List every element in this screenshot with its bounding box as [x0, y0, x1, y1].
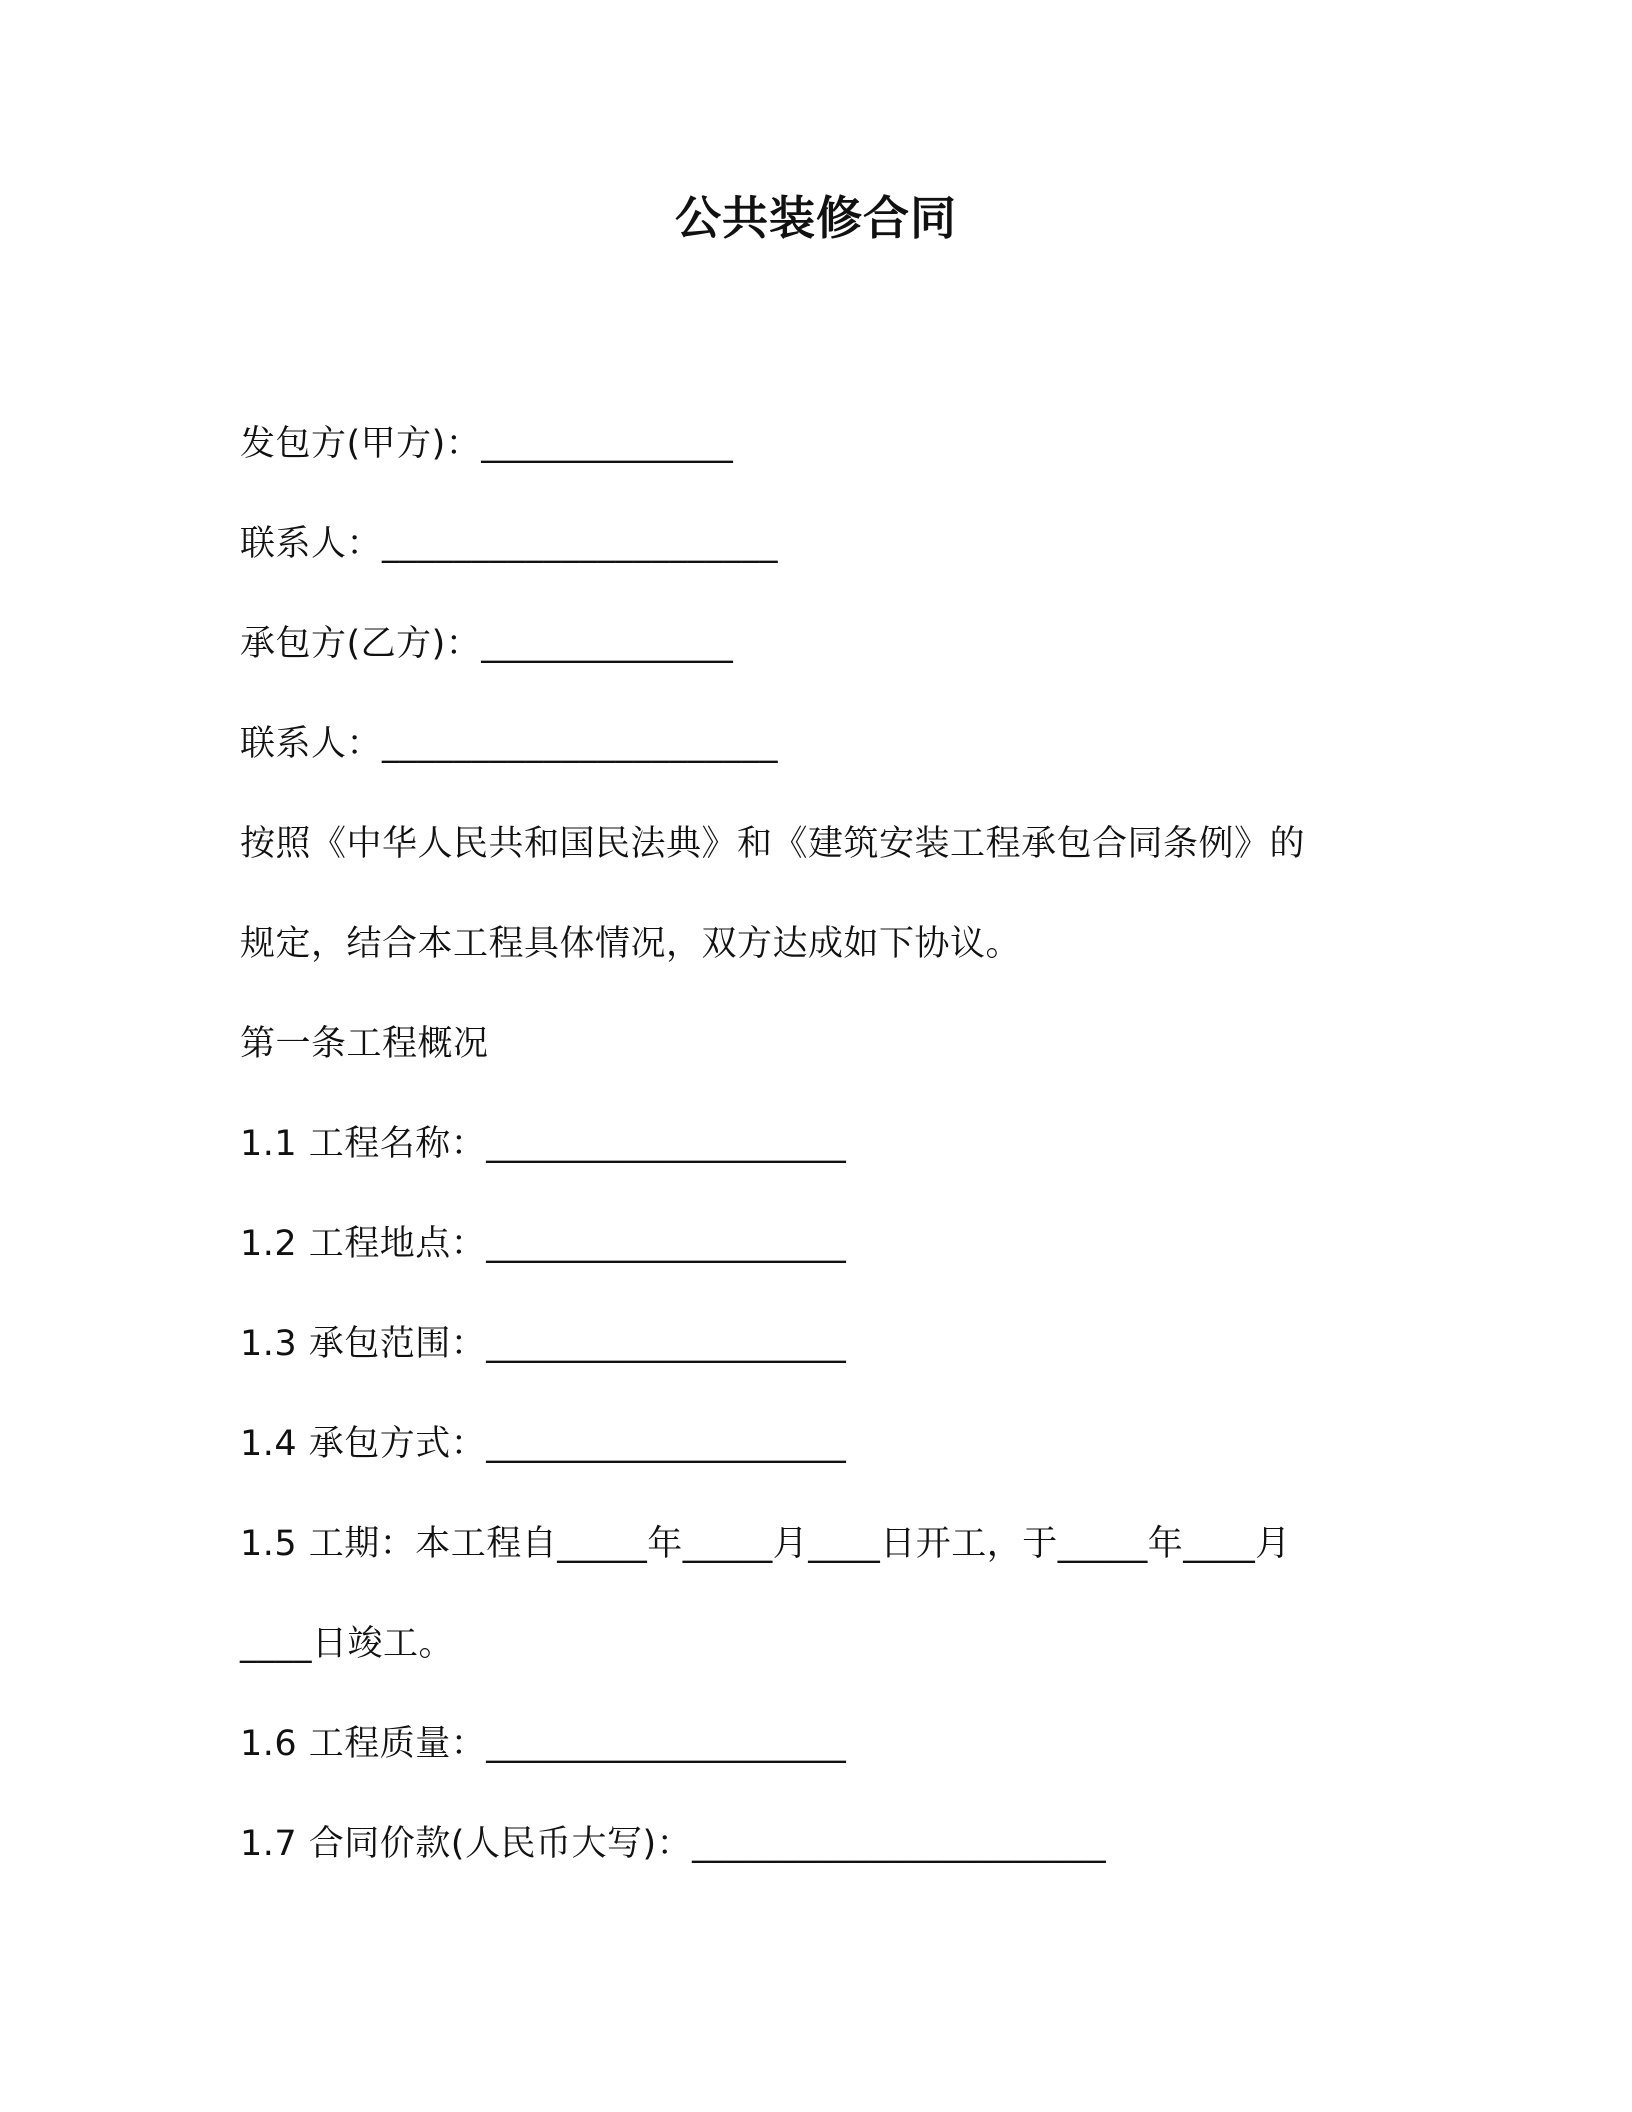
document-title: 公共装修合同 — [675, 191, 957, 245]
article-1-heading: 第一条工程概况 — [240, 1024, 489, 1064]
clause-1-3: 1.3 承包范围：____________________ — [240, 1324, 847, 1364]
preamble-line-2: 规定，结合本工程具体情况，双方达成如下协议。 — [240, 924, 1022, 964]
party-b-contact-line: 联系人：______________________ — [240, 724, 779, 764]
clause-1-2: 1.2 工程地点：____________________ — [240, 1224, 847, 1264]
clause-1-6: 1.6 工程质量：____________________ — [240, 1724, 847, 1764]
clause-1-5-line-1: 1.5 工期：本工程自_____年_____月____日开工，于_____年____月 — [240, 1524, 1291, 1564]
party-a-line: 发包方(甲方)：______________ — [240, 424, 734, 464]
party-b-line: 承包方(乙方)：______________ — [240, 624, 734, 664]
clause-1-7: 1.7 合同价款(人民币大写)：_______________________ — [240, 1824, 1107, 1864]
clause-1-4: 1.4 承包方式：____________________ — [240, 1424, 847, 1464]
clause-1-1: 1.1 工程名称：____________________ — [240, 1124, 847, 1164]
party-a-contact-line: 联系人：______________________ — [240, 524, 779, 564]
clause-1-5-line-2: ____日竣工。 — [240, 1624, 455, 1664]
preamble-line-1: 按照《中华人民共和国民法典》和《建筑安装工程承包合同条例》的 — [240, 824, 1306, 864]
